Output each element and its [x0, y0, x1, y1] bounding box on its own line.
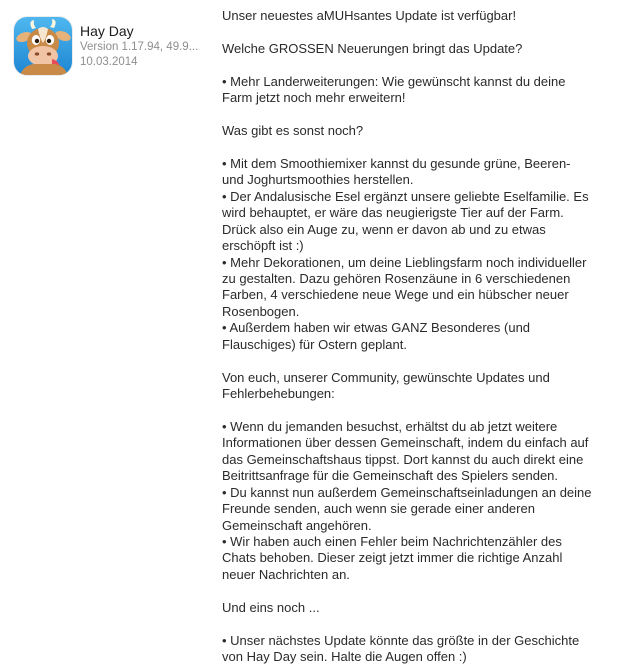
release-notes-line: Von euch, unserer Community, gewünschte Updates und	[222, 369, 550, 385]
release-notes-line: Beitrittsanfrage für die Gemeinschaft des Spielers senden.	[222, 468, 559, 484]
release-notes-line: Rosenbogen.	[222, 303, 300, 319]
app-version: Version 1.17.94, 49.9...	[80, 41, 199, 53]
release-notes-line: Freunde senden, auch wenn sie gerade einer anderen	[222, 501, 535, 517]
release-notes	[222, 8, 626, 666]
release-notes-line: • Mit dem Smoothiemixer kannst du gesunde grüne, Beeren-	[222, 155, 571, 171]
release-notes-line: Gemeinschaft angehören.	[222, 517, 372, 533]
release-notes-spacer	[222, 616, 626, 632]
release-notes-line: • Mehr Landerweiterungen: Wie gewünscht kannst du deine	[222, 73, 566, 89]
release-notes-line: • Unser nächstes Update könnte das größte in der Geschichte	[222, 632, 580, 648]
release-notes-line: Unser neuestes aMUHsantes Update ist verfügbar!	[222, 8, 517, 23]
release-notes-line: erschöpft ist :)	[222, 238, 304, 254]
release-notes-spacer	[222, 24, 626, 40]
release-notes-line: Farm jetzt noch mehr erweitern!	[222, 90, 406, 106]
release-notes-spacer	[222, 583, 626, 599]
release-notes-line: • Mehr Dekorationen, um deine Lieblingsfarm noch individueller	[222, 254, 587, 270]
release-notes-line: neuer Nachrichten an.	[222, 566, 350, 582]
release-notes-line: und Joghurtsmoothies herstellen.	[222, 172, 414, 188]
release-notes-line: Informationen über dessen Gemeinschaft, indem du einfach auf	[222, 435, 589, 451]
release-notes-line: von Hay Day sein. Halte die Augen offen :)	[222, 649, 467, 665]
release-notes-line: Farben, 4 verschiedene neue Wege und ein hübscher neuer	[222, 287, 569, 303]
release-notes-line: • Der Andalusische Esel ergänzt unsere geliebte Eselfamilie. Es	[222, 188, 589, 204]
release-notes-line: • Außerdem haben wir etwas GANZ Besonderes (und	[222, 320, 531, 336]
app-meta	[80, 23, 220, 70]
release-notes-line: • Du kannst nun außerdem Gemeinschaftseinladungen an deine	[222, 484, 592, 500]
release-notes-spacer	[222, 57, 626, 73]
release-notes-line: Und eins noch ...	[222, 599, 320, 615]
release-notes-line: Welche GROSSEN Neuerungen bringt das Update?	[222, 40, 523, 56]
release-notes-line: • Wenn du jemanden besuchst, erhältst du ab jetzt weitere	[222, 418, 558, 434]
release-notes-spacer	[222, 353, 626, 369]
release-notes-line: Fehlerbehebungen:	[222, 386, 335, 402]
release-notes-line: Chats behoben. Dieser zeigt jetzt immer die richtige Anzahl	[222, 550, 563, 566]
app-release-date: 10.03.2014	[80, 56, 138, 68]
release-notes-spacer	[222, 140, 626, 156]
release-notes-spacer	[222, 107, 626, 123]
release-notes-line: Drück also ein Auge zu, wenn er davon ab und zu etwas	[222, 221, 546, 237]
release-notes-line: wird behauptet, er wäre das neugierigste Tier auf der Farm.	[222, 205, 564, 221]
app-name[interactable]: Hay Day	[80, 23, 134, 39]
release-notes-spacer	[222, 403, 626, 419]
release-notes-line: zu gestalten. Dazu gehören Rosenzäune in 6 verschiedenen	[222, 271, 571, 286]
release-notes-line: das Gemeinschaftshaus tippst. Dort kannst du auch direkt eine	[222, 451, 584, 467]
release-notes-line: Was gibt es sonst noch?	[222, 123, 364, 139]
app-header[interactable]	[14, 16, 214, 86]
release-notes-line: • Wir haben auch einen Fehler beim Nachrichtenzähler des	[222, 534, 562, 549]
hay-day-cow-icon[interactable]	[14, 17, 72, 75]
release-notes-line: Flauschiges) für Ostern geplant.	[222, 336, 407, 352]
